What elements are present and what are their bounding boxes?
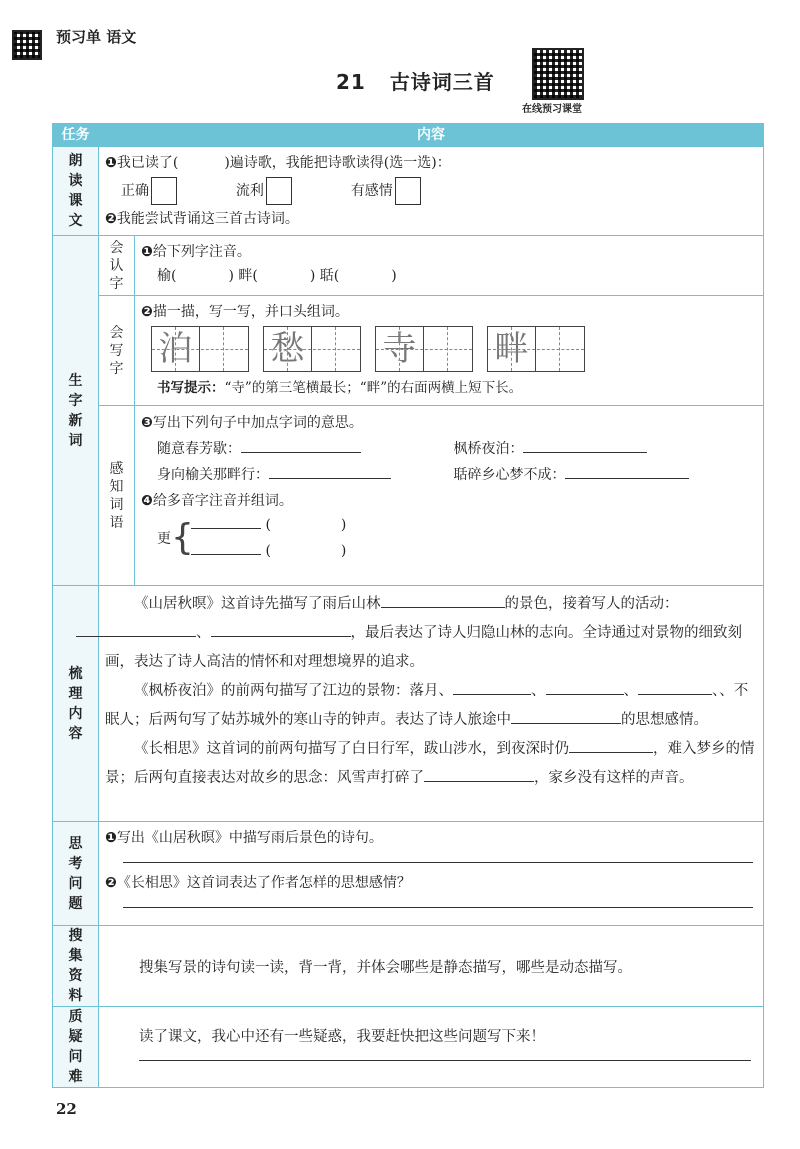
trace-char: 愁 [270,329,305,369]
writing-grid[interactable] [151,326,249,372]
col-header-content: 内容 [99,124,764,147]
answer-line-1[interactable] [123,850,753,863]
book-header: 预习单 语文 [56,28,137,46]
row-label-read: 朗读课文 [53,147,99,236]
writing-grids [141,326,757,372]
header-qr-code[interactable] [12,30,42,60]
lesson-title [336,66,495,95]
summary-content: 《山居秋暝》这首诗先描写了雨后山林 的景色，接着写人的活动：、 ，最后表达了诗人归隐山林的志向。全诗通过对景物的细致刻画，表达了诗人高洁的情怀和对理想境界的追求。 《枫桥夜泊》的前两句描写了江边的景物：落月、 、 、 、、不眠人；后两句写了姑苏城外的寒山寺的钟声。表达了诗人旅途中 的思想感情。 《长相思》这首词的前两句描写了白日行军，跋山涉水，到夜深时仍 ，难入梦乡的情景；后两句直接表达对故乡的思念：风雪声打碎了 ，家乡没有这样的声音。 [99,586,764,822]
checkbox-correct[interactable] [151,177,177,205]
qr-caption: 在线预习课堂 [522,104,582,115]
recognize-content: ❶给下列字注音。 榆( ) 畔( ) 聒( ) [135,236,764,296]
sub-label-write: 会写字 [99,296,135,406]
row-label-think: 思考问题 [53,822,99,926]
think-content: ❶写出《山居秋暝》中描写雨后景色的诗句。 ❷《长相思》这首词表达了作者怎样的思想感情？ [99,822,764,926]
preview-table [52,123,764,1088]
question-answer-line[interactable] [139,1046,751,1061]
row-label-vocab: 生字新词 [53,236,99,586]
writing-grid[interactable] [263,326,361,372]
question-content: 读了课文，我心中还有一些疑惑，我要赶快把这些问题写下来！ [99,1007,764,1088]
writing-grid[interactable] [487,326,585,372]
lesson-name: 古诗词三首 [389,70,495,94]
row-label-question: 质疑问难 [53,1007,99,1088]
checkbox-fluent[interactable] [266,177,292,205]
row-label-collect: 搜集资料 [53,926,99,1007]
trace-char: 畔 [494,329,529,369]
trace-char: 泊 [158,329,193,369]
write-content: ❷描一描，写一写，并口头组词。 泊 愁 寺 畔 书写提示：“寺”的第三笔横最长；“畔”的右面两横上短下长。 [135,296,764,406]
page-number: 22 [56,1100,77,1118]
writing-grid[interactable] [375,326,473,372]
read-content: ❶我已读了( )遍诗歌，我能把诗歌读得(选一选)： 正确 流利 有感情 ❷我能尝试背诵这三首古诗词。 [99,147,764,236]
perceive-content: ❸写出下列句子中加点字词的意思。 随意春芳歇： 枫桥夜泊： 身向榆关那畔行： 聒碎乡心梦不成： ❹给多音字注音并组词。 更 { ( ) ( ) [135,406,764,586]
lesson-number: 21 [336,70,366,94]
checkbox-emotion[interactable] [395,177,421,205]
collect-content: 搜集写景的诗句读一读，背一背，并体会哪些是静态描写，哪些是动态描写。 [99,926,764,1007]
sub-label-perceive: 感知词语 [99,406,135,586]
col-header-task: 任务 [53,124,99,147]
sub-label-recognize: 会认字 [99,236,135,296]
row-label-summary: 梳理内容 [53,586,99,822]
trace-char: 寺 [382,329,417,369]
lesson-qr-code[interactable] [532,48,584,100]
answer-line-2[interactable] [123,895,753,908]
